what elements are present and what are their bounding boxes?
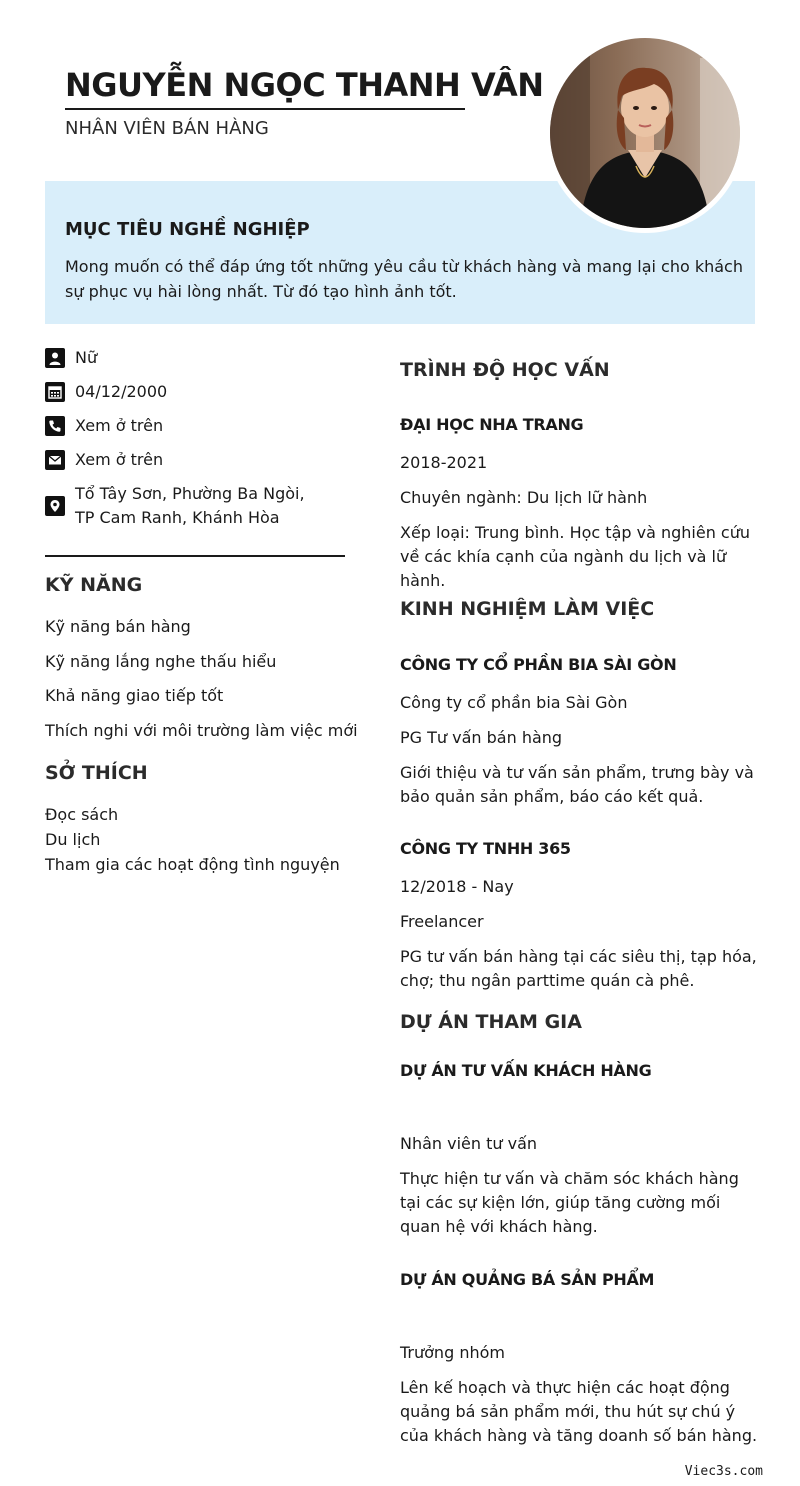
address-value bbox=[75, 482, 305, 530]
job-title: NHÂN VIÊN BÁN HÀNG bbox=[65, 118, 269, 139]
project-role: Trưởng nhóm bbox=[400, 1343, 505, 1362]
project-name: DỰ ÁN TƯ VẤN KHÁCH HÀNG bbox=[400, 1061, 652, 1080]
candidate-name: NGUYỄN NGỌC THANH VÂN bbox=[65, 66, 465, 110]
birthday-value: 04/12/2000 bbox=[75, 382, 168, 401]
avatar-photo bbox=[550, 38, 740, 228]
address-line-2: TP Cam Ranh, Khánh Hòa bbox=[75, 508, 280, 527]
project-description: Thực hiện tư vấn và chăm sóc khách hàng tại các sự kiện lớn, giúp tăng cường mối quan hệ với khách hàng. bbox=[400, 1169, 739, 1236]
contact-info bbox=[45, 346, 345, 540]
job-line-1: Công ty cổ phần bia Sài Gòn bbox=[400, 693, 628, 712]
projects-title: DỰ ÁN THAM GIA bbox=[400, 1011, 582, 1033]
mail-icon bbox=[45, 450, 65, 470]
job-description: Giới thiệu và tư vấn sản phẩm, trưng bày và bảo quản sản phẩm, báo cáo kết quả. bbox=[400, 763, 754, 806]
education-description: Xếp loại: Trung bình. Học tập và nghiên cứu về các khía cạnh của ngành du lịch và lữ hành. bbox=[400, 523, 750, 590]
email-value: Xem ở trên bbox=[75, 450, 164, 469]
job-line-2: PG Tư vấn bán hàng bbox=[400, 728, 563, 747]
avatar bbox=[550, 38, 740, 228]
user-icon bbox=[45, 348, 65, 368]
skill-item: Thích nghi với môi trường làm việc mới bbox=[45, 720, 358, 740]
project-description: Lên kế hoạch và thực hiện các hoạt động quảng bá sản phẩm mới, thu hút sự chú ý của khách hàng và tăng doanh số bán hàng. bbox=[400, 1378, 758, 1445]
skill-item: Kỹ năng lắng nghe thấu hiểu bbox=[45, 651, 277, 671]
hobbies-list bbox=[45, 802, 355, 877]
hobby-item: Đọc sách bbox=[45, 805, 119, 824]
address-line-1: Tổ Tây Sơn, Phường Ba Ngòi, bbox=[75, 484, 305, 503]
job-line-2: Freelancer bbox=[400, 912, 484, 931]
cv-header bbox=[65, 66, 544, 139]
contact-gender bbox=[45, 346, 345, 370]
hobby-item: Tham gia các hoạt động tình nguyện bbox=[45, 855, 340, 874]
hobbies-title: SỞ THÍCH bbox=[45, 762, 148, 784]
contact-email bbox=[45, 448, 345, 472]
contact-address bbox=[45, 482, 345, 530]
experience-title: KINH NGHIỆM LÀM VIỆC bbox=[400, 598, 655, 620]
school-name: ĐẠI HỌC NHA TRANG bbox=[400, 415, 584, 434]
watermark: Viec3s.com bbox=[684, 1464, 763, 1479]
skills-list bbox=[45, 615, 358, 753]
job-line-1: 12/2018 - Nay bbox=[400, 877, 514, 896]
left-divider bbox=[45, 555, 345, 557]
job-company: CÔNG TY TNHH 365 bbox=[400, 839, 571, 858]
project-name: DỰ ÁN QUẢNG BÁ SẢN PHẨM bbox=[400, 1270, 655, 1289]
project-role: Nhân viên tư vấn bbox=[400, 1134, 538, 1153]
education-period: 2018-2021 bbox=[400, 453, 488, 472]
skill-item: Khả năng giao tiếp tốt bbox=[45, 686, 224, 705]
objective-title: MỤC TIÊU NGHỀ NGHIỆP bbox=[65, 219, 310, 240]
objective-text: Mong muốn có thể đáp ứng tốt những yêu cầu từ khách hàng và mang lại cho khách sự phục vụ hài lòng nhất. Từ đó tạo hình ảnh tốt. bbox=[65, 257, 743, 301]
skill-item: Kỹ năng bán hàng bbox=[45, 617, 191, 636]
calendar-icon bbox=[45, 382, 65, 402]
education-major: Chuyên ngành: Du lịch lữ hành bbox=[400, 488, 648, 507]
contact-birthday bbox=[45, 380, 345, 404]
skills-title: KỸ NĂNG bbox=[45, 574, 143, 596]
phone-value: Xem ở trên bbox=[75, 416, 164, 435]
gender-value: Nữ bbox=[75, 348, 98, 367]
contact-phone bbox=[45, 414, 345, 438]
education-title: TRÌNH ĐỘ HỌC VẤN bbox=[400, 359, 610, 381]
phone-icon bbox=[45, 416, 65, 436]
hobby-item: Du lịch bbox=[45, 830, 101, 849]
job-company: CÔNG TY CỔ PHẦN BIA SÀI GÒN bbox=[400, 655, 677, 674]
job-description: PG tư vấn bán hàng tại các siêu thị, tạp hóa, chợ; thu ngân parttime quán cà phê. bbox=[400, 947, 757, 990]
location-pin-icon bbox=[45, 496, 65, 516]
